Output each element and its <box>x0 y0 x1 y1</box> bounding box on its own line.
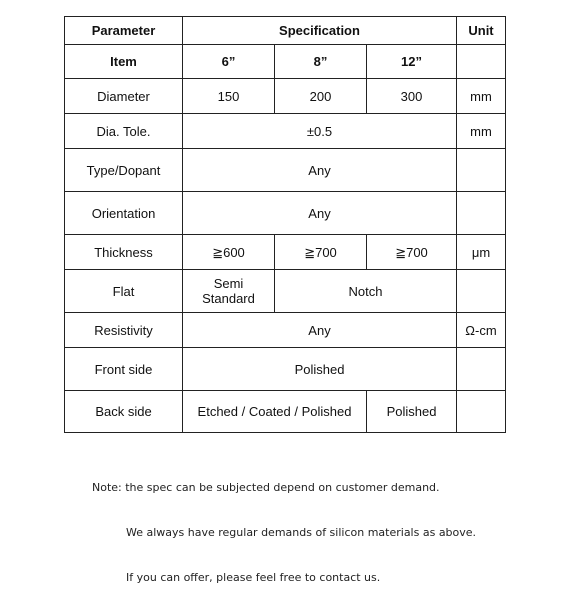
diameter-unit: mm <box>457 79 506 114</box>
orientation-value: Any <box>183 192 457 235</box>
back-side-label: Back side <box>65 391 183 433</box>
diameter-6-inch: 150 <box>183 79 275 114</box>
diameter-row <box>65 79 506 114</box>
type-dopant-row <box>65 149 506 192</box>
resistivity-unit: Ω-cm <box>457 313 506 348</box>
item-unit <box>457 45 506 79</box>
header-unit: Unit <box>457 17 506 45</box>
flat-8-12-inch: Notch <box>275 270 457 313</box>
specification-table <box>64 16 506 433</box>
thickness-unit: μm <box>457 235 506 270</box>
type-dopant-value: Any <box>183 149 457 192</box>
resistivity-value: Any <box>183 313 457 348</box>
flat-row <box>65 270 506 313</box>
item-label: Item <box>65 45 183 79</box>
thickness-label: Thickness <box>65 235 183 270</box>
back-side-6-8-inch: Etched / Coated / Polished <box>183 391 367 433</box>
orientation-row <box>65 192 506 235</box>
header-parameter: Parameter <box>65 17 183 45</box>
note-line-1: Note: the spec can be subjected depend on customer demand. <box>92 481 440 494</box>
diameter-label: Diameter <box>65 79 183 114</box>
flat-6-inch <box>183 270 275 313</box>
front-side-value: Polished <box>183 348 457 391</box>
thickness-8-inch: ≧700 <box>275 235 367 270</box>
diameter-12-inch: 300 <box>367 79 457 114</box>
flat-label: Flat <box>65 270 183 313</box>
thickness-row <box>65 235 506 270</box>
tolerance-unit: mm <box>457 114 506 149</box>
diameter-8-inch: 200 <box>275 79 367 114</box>
orientation-unit <box>457 192 506 235</box>
tolerance-row <box>65 114 506 149</box>
front-side-label: Front side <box>65 348 183 391</box>
type-dopant-unit <box>457 149 506 192</box>
back-side-12-inch: Polished <box>367 391 457 433</box>
header-specification: Specification <box>183 17 457 45</box>
front-side-row <box>65 348 506 391</box>
thickness-6-inch: ≧600 <box>183 235 275 270</box>
item-row <box>65 45 506 79</box>
tolerance-value: ±0.5 <box>183 114 457 149</box>
back-side-row <box>65 391 506 433</box>
header-row <box>65 17 506 45</box>
footnote <box>92 450 476 600</box>
note-line-3: If you can offer, please feel free to contact us. <box>126 571 381 584</box>
flat-6-inch-line1: Semi <box>213 276 244 291</box>
back-side-unit <box>457 391 506 433</box>
flat-unit <box>457 270 506 313</box>
thickness-12-inch: ≧700 <box>367 235 457 270</box>
note-line-2: We always have regular demands of silicon materials as above. <box>126 526 477 539</box>
resistivity-label: Resistivity <box>65 313 183 348</box>
type-dopant-label: Type/Dopant <box>65 149 183 192</box>
orientation-label: Orientation <box>65 192 183 235</box>
size-8-inch: 8” <box>275 45 367 79</box>
flat-6-inch-line2: Standard <box>202 291 255 306</box>
front-side-unit <box>457 348 506 391</box>
size-6-inch: 6” <box>183 45 275 79</box>
tolerance-label: Dia. Tole. <box>65 114 183 149</box>
size-12-inch: 12” <box>367 45 457 79</box>
resistivity-row <box>65 313 506 348</box>
